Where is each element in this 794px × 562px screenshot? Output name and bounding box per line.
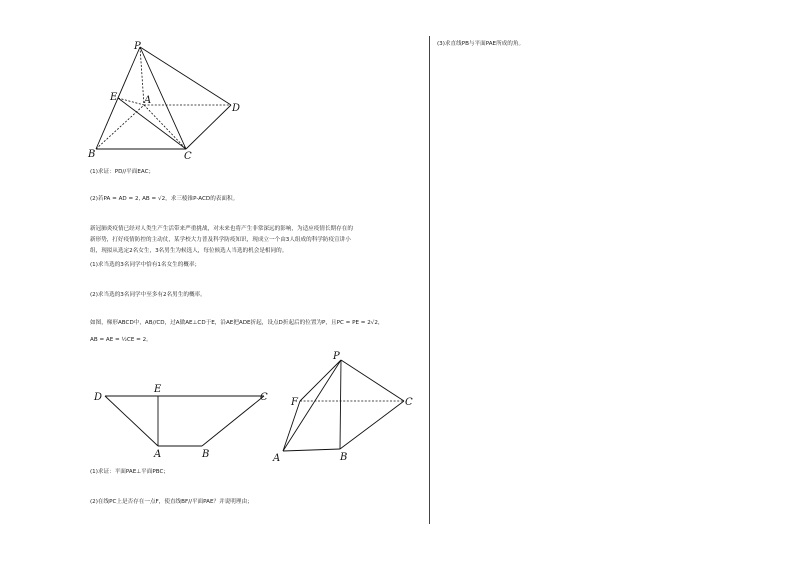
q3-intro-line1: 如图，梯形ABCD中，AB//CD，过A做AE⊥CD于E，沿AE把ADE折起，设点D折起后的位置为P，且PC = PE = 2√2， [90, 320, 384, 326]
label-C: C [260, 392, 268, 403]
q3-intro-line2: AB = AE = ½CE = 2。 [90, 337, 152, 343]
label-P: P [333, 351, 340, 362]
label-B: B [88, 149, 96, 160]
label-A: A [154, 449, 162, 460]
label-D: D [232, 103, 241, 114]
q3-part2: (2)在线PC上是否存在一点F，使直线BF//平面PAE？并说明理由； [90, 499, 253, 505]
q2-part1: (1)求当选的3名同学中恰有1名女生的概率； [90, 262, 201, 268]
label-C: C [405, 397, 413, 408]
label-A: A [144, 95, 152, 106]
label-P: P [134, 41, 141, 52]
q1-part2: (2)若PA = AD = 2, AB = √2，求三棱锥P-ACD的表面积。 [90, 196, 239, 202]
q2-part2: (2)求当选的3名同学中至多有2名男生的概率。 [90, 292, 206, 298]
q3-part1: (1)求证：平面PAE⊥平面PBC； [90, 469, 169, 475]
label-A: A [273, 453, 281, 464]
q2-intro-line3: 组，现拟从选定2名女生，3名男生为候选人，每位候选人当选的机会是相同的。 [90, 248, 288, 254]
label-B: B [202, 449, 210, 460]
q2-intro-line2: 新形势，打好疫情防控的主动仗，某学校大力普及科学防疫知识，现成立一个由3人组成的科学防疫宣讲小 [90, 237, 351, 243]
label-E: E [110, 92, 118, 103]
q2-intro-line1: 新冠肺炎疫情已经对人类生产生活带来严重挑战，对未来也将产生非常深远的影响，为适应疫情长期存在的 [90, 226, 353, 232]
label-B: B [340, 452, 348, 463]
label-C: C [184, 151, 192, 162]
folded-pyramid-figure [270, 348, 420, 464]
column-divider [429, 36, 430, 524]
label-D: D [94, 392, 103, 403]
trapezoid-figure [90, 380, 276, 460]
label-F: F [291, 397, 298, 408]
pyramid-figure-1 [86, 40, 246, 162]
label-E: E [154, 384, 162, 395]
q3-part3: (3)求直线PB与平面PAE所成的角。 [437, 41, 525, 47]
q1-part1: (1)求证：PD//平面EAC； [90, 169, 155, 175]
